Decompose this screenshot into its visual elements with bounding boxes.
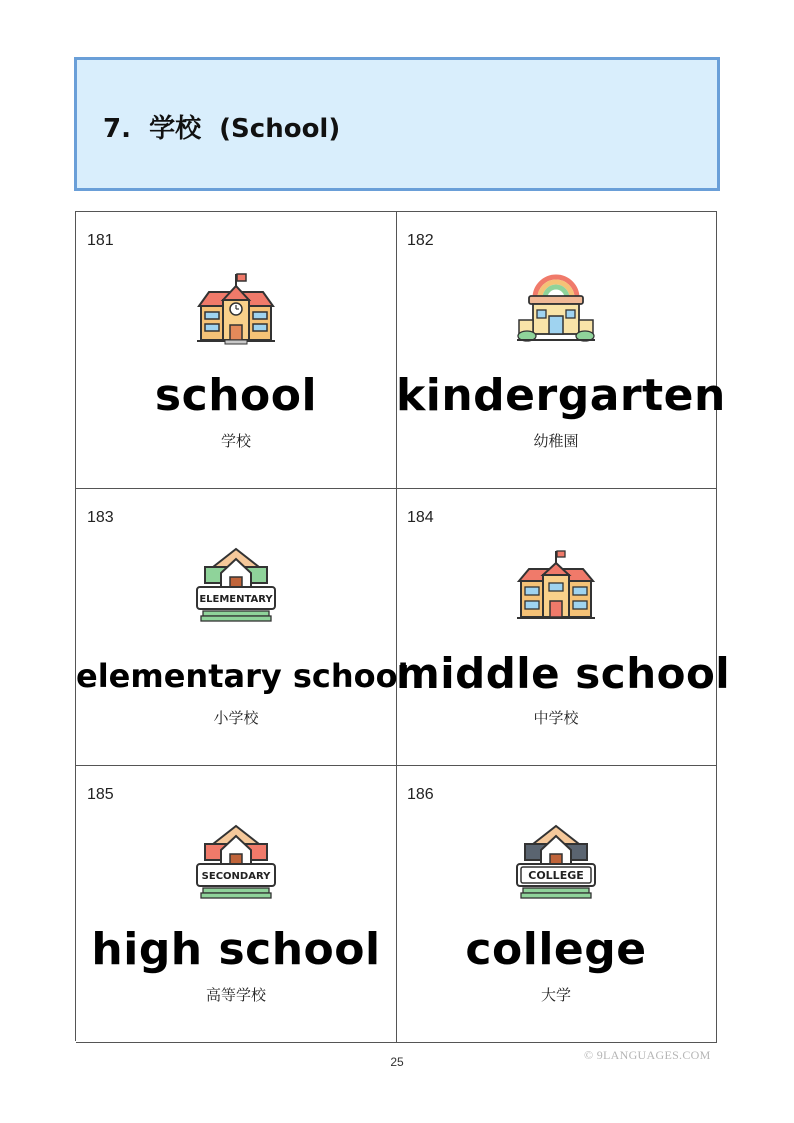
english-word: kindergarten: [396, 370, 726, 421]
card-number: 184: [407, 509, 434, 526]
vocab-card: [396, 766, 717, 1043]
vocab-card: [76, 766, 397, 1043]
elementary-building-icon: [195, 547, 277, 623]
vocabulary-grid: [75, 211, 731, 1041]
japanese-meaning: 高等学校: [205, 986, 266, 1004]
section-title: 7. 学校 (School): [103, 114, 341, 144]
english-word: school: [154, 370, 318, 421]
japanese-meaning: 小学校: [213, 709, 259, 727]
card-number: 186: [407, 786, 434, 803]
japanese-meaning: 中学校: [533, 709, 579, 727]
college-building-icon: [515, 824, 597, 900]
card-number: 185: [87, 786, 114, 803]
vocab-card: [76, 489, 409, 766]
page-number: 25: [390, 1055, 404, 1069]
english-word: college: [465, 924, 647, 975]
card-number: 181: [87, 232, 114, 249]
english-word: middle school: [396, 649, 731, 698]
vocab-card: [396, 212, 726, 489]
card-number: 183: [87, 509, 114, 526]
japanese-meaning: 幼稚園: [533, 432, 579, 450]
japanese-meaning: 学校: [220, 432, 251, 450]
card-number: 182: [407, 232, 434, 249]
japanese-meaning: 大学: [540, 986, 571, 1004]
english-word: elementary school: [76, 657, 409, 695]
vocab-card: [396, 489, 731, 766]
icon-sign-text: SECONDARY: [201, 871, 271, 882]
icon-sign-text: ELEMENTARY: [199, 594, 273, 605]
english-word: high school: [91, 924, 381, 975]
watermark: © 9LANGUAGES.COM: [584, 1048, 711, 1062]
icon-sign-text: COLLEGE: [528, 869, 584, 882]
kindergarten-building-icon: [515, 270, 597, 346]
section-header: [74, 57, 720, 191]
school-building-icon: [195, 270, 277, 346]
secondary-building-icon: [195, 824, 277, 900]
school-building-icon: [515, 547, 597, 623]
vocab-card: [76, 212, 397, 489]
